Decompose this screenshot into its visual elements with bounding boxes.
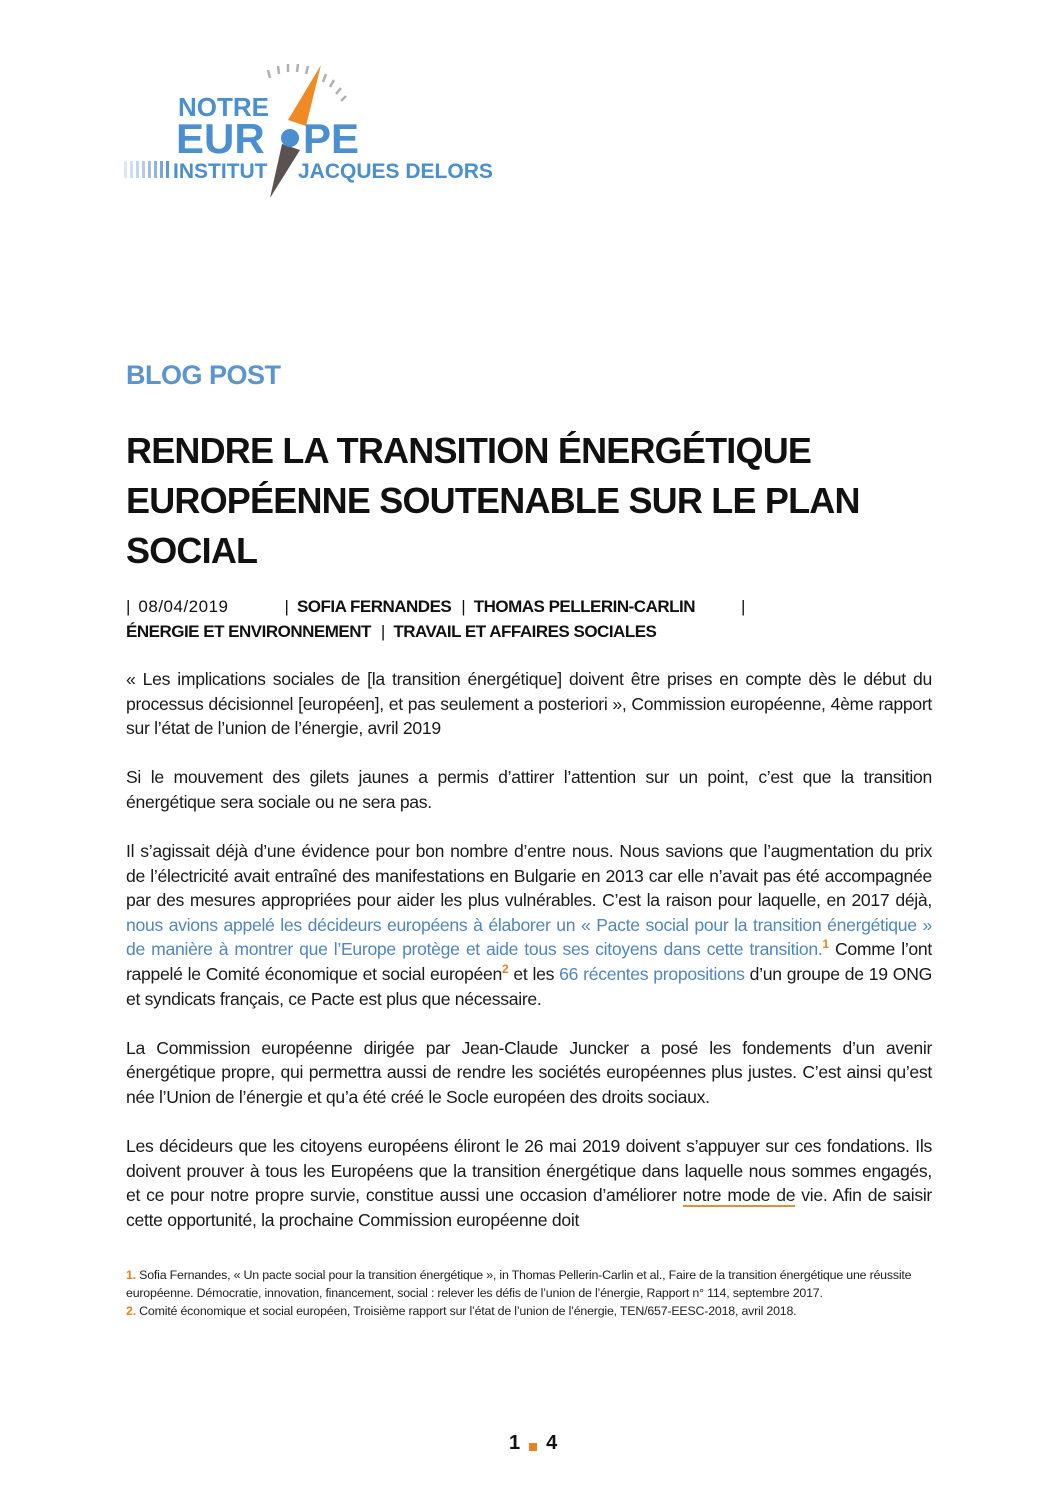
footnotes <box>126 1266 936 1320</box>
footnote-2 <box>126 1302 936 1320</box>
footnote-number: 2. <box>126 1304 136 1318</box>
text: Comme l’ont rappelé le Comité économique et social européen <box>126 939 932 984</box>
logo-line1: NOTRE <box>178 92 269 122</box>
compass-needle-dark <box>270 144 300 198</box>
pager-separator-icon <box>529 1443 537 1451</box>
footnote-number: 1. <box>126 1268 136 1282</box>
pacte-social-link[interactable]: nous avions appelé les décideurs européens à élaborer un « Pacte social pour la transition énergétique » de manière à montrer que l’Europe protège et aide tous ses citoyens dans cette transition. <box>126 914 932 960</box>
meta-separator: | <box>284 597 289 616</box>
paragraph <box>126 839 932 1011</box>
footnote-text: Sofia Fernandes, « Un pacte social pour la transition énergétique », in Thomas Pellerin-Carlin et al., Faire de la transition énergétique une réussite européenne. Démocratie, innovation, financement, social : relever les défis de l’union de l’énergie, Rapport n° 114, septembre 2017. <box>126 1268 912 1300</box>
propositions-link[interactable]: 66 récentes propositions <box>559 963 745 984</box>
logo-line2-right: PE <box>303 115 360 162</box>
logo-graphic <box>120 58 493 208</box>
meta-separator: | <box>461 597 466 616</box>
topic-link[interactable]: ÉNERGIE ET ENVIRONNEMENT <box>126 622 371 641</box>
meta-separator: | <box>380 622 386 641</box>
text: Il s’agissait déjà d’une évidence pour bon nombre d’entre nous. Nous savions que l’augmentation du prix de l’électricité avait entraîné des manifestations en Bulgarie en 2013 car elle n’avait pas été accompagnée par des mesures appropriées pour aider les plus vulnérables. C’est la raison pour laquelle, en 2017 déjà, <box>126 840 932 911</box>
article-body <box>126 667 932 1257</box>
logo-bars <box>124 161 169 178</box>
footnote-ref-1[interactable]: 1 <box>822 937 829 952</box>
text: et les <box>508 963 560 984</box>
quote-paragraph: « Les implications sociales de [la transition énergétique] doivent être prises en compte dès le début du processus décisionnel [européen], et pas seulement a posteriori », Commission européenne, 4ème rapport sur l’état de l’union de l’énergie, avril 2019 <box>126 669 932 739</box>
current-page: 1 <box>509 1432 521 1454</box>
logo-dot <box>281 129 299 147</box>
topic-link[interactable]: TRAVAIL ET AFFAIRES SOCIALES <box>393 622 657 641</box>
publish-date: 08/04/2019 <box>138 597 229 616</box>
meta-row-1 <box>126 594 946 619</box>
meta-row-2 <box>126 619 946 644</box>
logo-line3-right: JACQUES DELORS <box>298 160 493 183</box>
blog-post-label: BLOG POST <box>126 360 281 390</box>
page-title: RENDRE LA TRANSITION ÉNERGÉTIQUE EUROPÉENNE SOUTENABLE SUR LE PLAN SOCIAL <box>126 430 860 571</box>
paragraph: Si le mouvement des gilets jaunes a permis d’attirer l’attention sur un point, c’est que la transition énergétique sera sociale ou ne sera pas. <box>126 767 932 812</box>
paragraph <box>126 1134 932 1232</box>
total-pages: 4 <box>546 1432 558 1454</box>
page-indicator <box>509 1432 557 1455</box>
footnote-ref-2[interactable]: 2 <box>501 962 509 977</box>
author-link[interactable]: THOMAS PELLERIN-CARLIN <box>473 597 696 616</box>
footnote-text: Comité économique et social européen, Troisième rapport sur l’état de l’union de l’énergie, TEN/657-EESC-2018, avril 2018. <box>135 1304 797 1318</box>
text: vie. Afin de saisir cette opportunité, la prochaine Commission européenne doit <box>126 1185 932 1230</box>
underlined-text: notre mode de <box>682 1185 796 1206</box>
author-link[interactable]: SOFIA FERNANDES <box>296 597 452 616</box>
footnote-1 <box>126 1266 936 1302</box>
notre-europe-logo <box>120 58 493 208</box>
paragraph: La Commission européenne dirigée par Jean-Claude Juncker a posé les fondements d’un avenir énergétique propre, qui permettra aussi de rendre les sociétés européennes plus justes. C’est ainsi qu’est née l’Union de l’énergie et qu’a été créé le Socle européen des droits sociaux. <box>126 1037 932 1107</box>
article-meta <box>126 594 946 644</box>
logo-line2-left: EUR <box>176 115 265 162</box>
meta-separator: | <box>126 597 131 616</box>
text: Les décideurs que les citoyens européens éliront le 26 mai 2019 doivent s’appuyer sur ces fondations. Ils doivent prouver à tous les Européens que la transition énergétique dans laquelle nous sommes engagés, et ce pour notre propre survie, constitue aussi une occasion d’améliorer <box>126 1135 932 1206</box>
meta-separator: | <box>741 597 746 616</box>
logo-line3-left: INSTITUT <box>173 160 268 183</box>
text: d’un groupe de 19 ONG et syndicats français, ce Pacte est plus que nécessaire. <box>126 963 932 1009</box>
